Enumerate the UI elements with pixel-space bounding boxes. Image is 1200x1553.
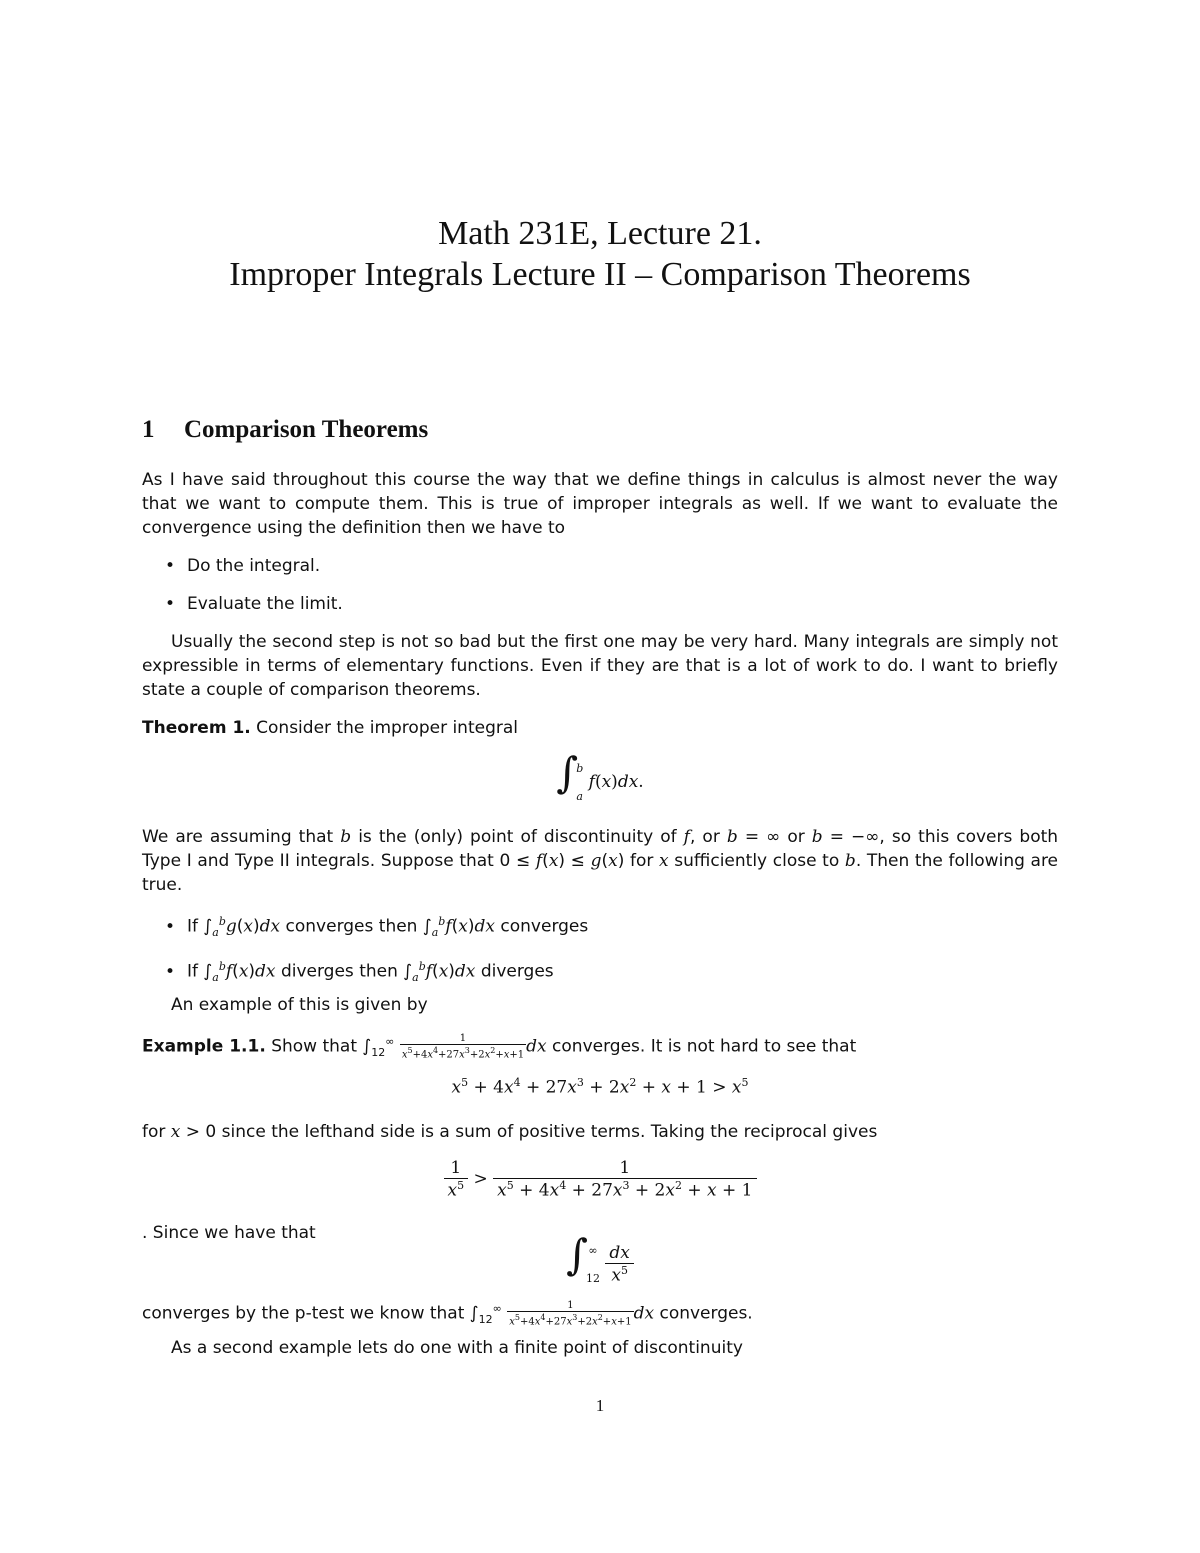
theorem-statement — [142, 716, 1058, 740]
example-intro: An example of this is given by — [171, 995, 428, 1015]
reciprocal-display: $\frac{1}{x^5}$ > $\frac{1}{x^5 + 4x^4 + 27x^3 + 2x^2 + x + 1}$ — [0, 1158, 1200, 1201]
comparison-bullet-2: • If $\int_a^bf(x)dx$ diverges then $\int_a^bf(x)dx$ diverges — [165, 960, 554, 985]
motivation-paragraph: Usually the second step is not so bad but the first one may be very hard. Many integrals are simply not expressible in terms of elementary functions. Even if they are that is a lot of work to do. I want to briefly state a couple of comparison theorems. — [142, 632, 1058, 700]
section-title: Comparison Theorems — [184, 416, 429, 443]
bullet-icon: • — [165, 556, 176, 576]
step-item-1 — [165, 554, 320, 578]
positive-terms-paragraph: for x > 0 since the lefthand side is a sum of positive terms. Taking the reciprocal gives — [142, 1122, 878, 1142]
step-text: Evaluate the limit. — [187, 594, 343, 614]
step-item-2 — [165, 592, 343, 616]
page-number: 1 — [595, 1396, 605, 1415]
intro-paragraph: As I have said throughout this course the way that we define things in calculus is almost never the way that we want to compute them. This is true of improper integrals as well. If we want to evaluate the convergence using the definition then we have to — [142, 470, 1058, 538]
bullet-icon: • — [165, 916, 176, 937]
theorem-label: Theorem 1. — [142, 718, 251, 738]
section-heading — [142, 416, 428, 444]
since-text: . Since we have that — [142, 1223, 316, 1243]
integral-display: ∫ b a f(x)dx. — [556, 748, 644, 803]
p-test-conclusion: converges by the p-test we know that $\int_{12}^\infty$ $\frac{1}{x^5+4x^4+27x^3+2x^2+x+1}$ dx converges. — [142, 1299, 753, 1328]
inequality-display: $x^5 + 4x^4 + 27x^3 + 2x^2 + x + 1 > x^5$ — [451, 1076, 749, 1098]
second-example-intro: As a second example lets do one with a finite point of discontinuity — [171, 1338, 743, 1358]
theorem-text: Consider the improper integral — [256, 718, 519, 738]
bullet-icon: • — [165, 961, 176, 982]
bullet-icon: • — [165, 594, 176, 614]
step-text: Do the integral. — [187, 556, 321, 576]
comparison-bullet-1: • If $\int_a^bg(x)dx$ converges then $\int_a^bf(x)dx$ converges — [165, 915, 589, 940]
lecture-subtitle: Improper Integrals Lecture II – Comparison Theorems — [229, 256, 971, 293]
example-statement: Example 1.1. Show that $\int_{12}^\infty$ $\frac{1}{x^5+4x^4+27x^3+2x^2+x+1}$ dx converges. It is not hard to see that — [142, 1032, 857, 1061]
lecture-title: Math 231E, Lecture 21. — [438, 215, 762, 252]
example-label: Example 1.1. — [142, 1036, 266, 1057]
p-test-integral-display: ∫ ∞ 12 $\frac{dx}{x^5}$ — [0, 1234, 1200, 1286]
section-number: 1 — [142, 416, 155, 443]
assumption-paragraph: We are assuming that b is the (only) point of discontinuity of f, or b = ∞ or b = −∞, so this covers both Type I and Type II integrals. Suppose that 0 ≤ f(x) ≤ g(x) for x sufficiently close to b. Then the following are true. — [142, 827, 1059, 895]
